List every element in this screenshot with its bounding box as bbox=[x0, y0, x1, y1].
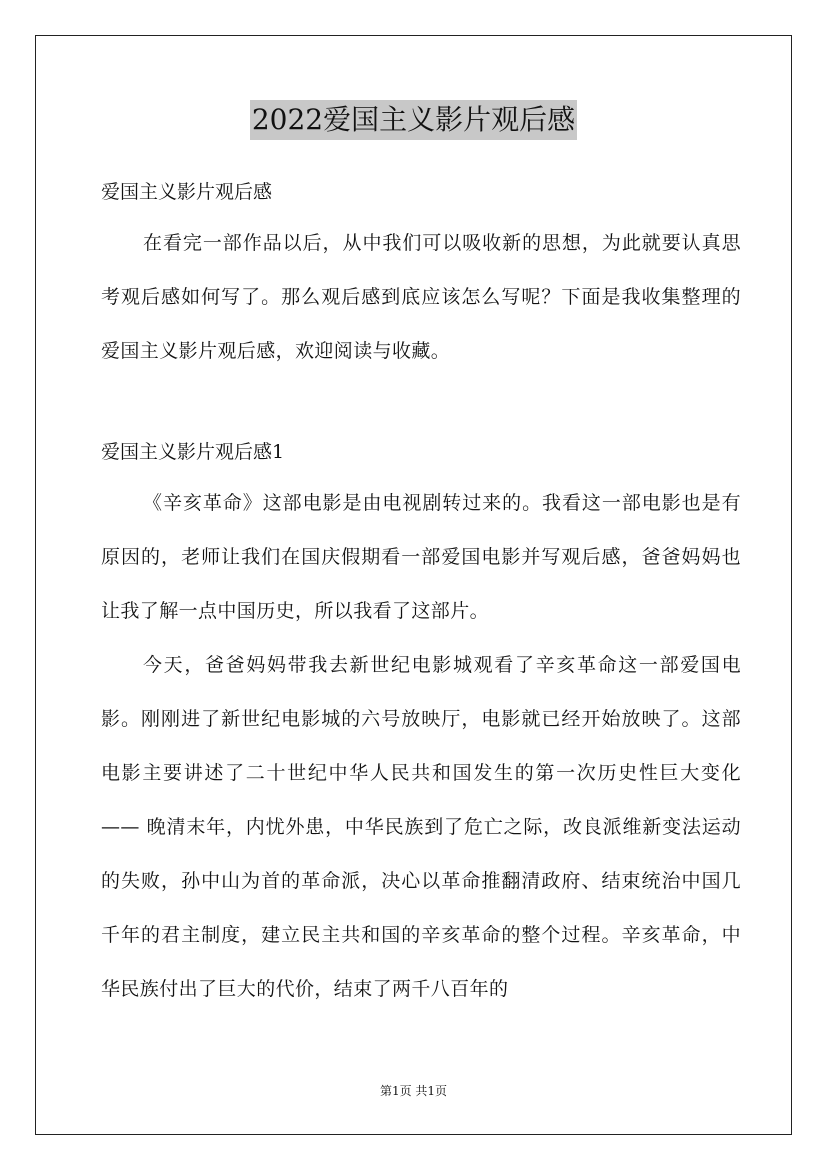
document-body bbox=[101, 172, 741, 1016]
blank-line bbox=[101, 378, 741, 432]
section-heading: 爱国主义影片观后感1 bbox=[101, 441, 285, 463]
page-footer bbox=[0, 1083, 827, 1099]
body-paragraph: 《辛亥革命》这部电影是由电视剧转过来的。我看这一部电影也是有原因的，老师让我们在国庆假期看一部爱国电影并写观后感，爸爸妈妈也让我了解一点中国历史，所以我看了这部片。 bbox=[101, 492, 741, 622]
body-paragraph: 今天，爸爸妈妈带我去新世纪电影城观看了辛亥革命这一部爱国电影。刚刚进了新世纪电影城的六号放映厅，电影就已经开始放映了。这部电影主要讲述了二十世纪中华人民共和国发生的第一次历史性巨大变化—— 晚清末年，内忧外患，中华民族到了危亡之际，改良派维新变法运动的失败，孙中山为首的革命派，决心以革命推翻清政府、结束统治中国几千年的君主制度，建立民主共和国的辛亥革命的整个过程。辛亥革命，中华民族付出了巨大的代价，结束了两千八百年的 bbox=[101, 654, 741, 1000]
title-container bbox=[0, 100, 827, 140]
intro-paragraph: 在看完一部作品以后，从中我们可以吸收新的思想，为此就要认真思考观后感如何写了。那么观后感到底应该怎么写呢？下面是我收集整理的爱国主义影片观后感，欢迎阅读与收藏。 bbox=[101, 232, 741, 362]
intro-heading: 爱国主义影片观后感 bbox=[101, 181, 273, 203]
page-number-label: 第1页 共1页 bbox=[379, 1084, 448, 1098]
document-title: 2022爱国主义影片观后感 bbox=[250, 100, 577, 140]
